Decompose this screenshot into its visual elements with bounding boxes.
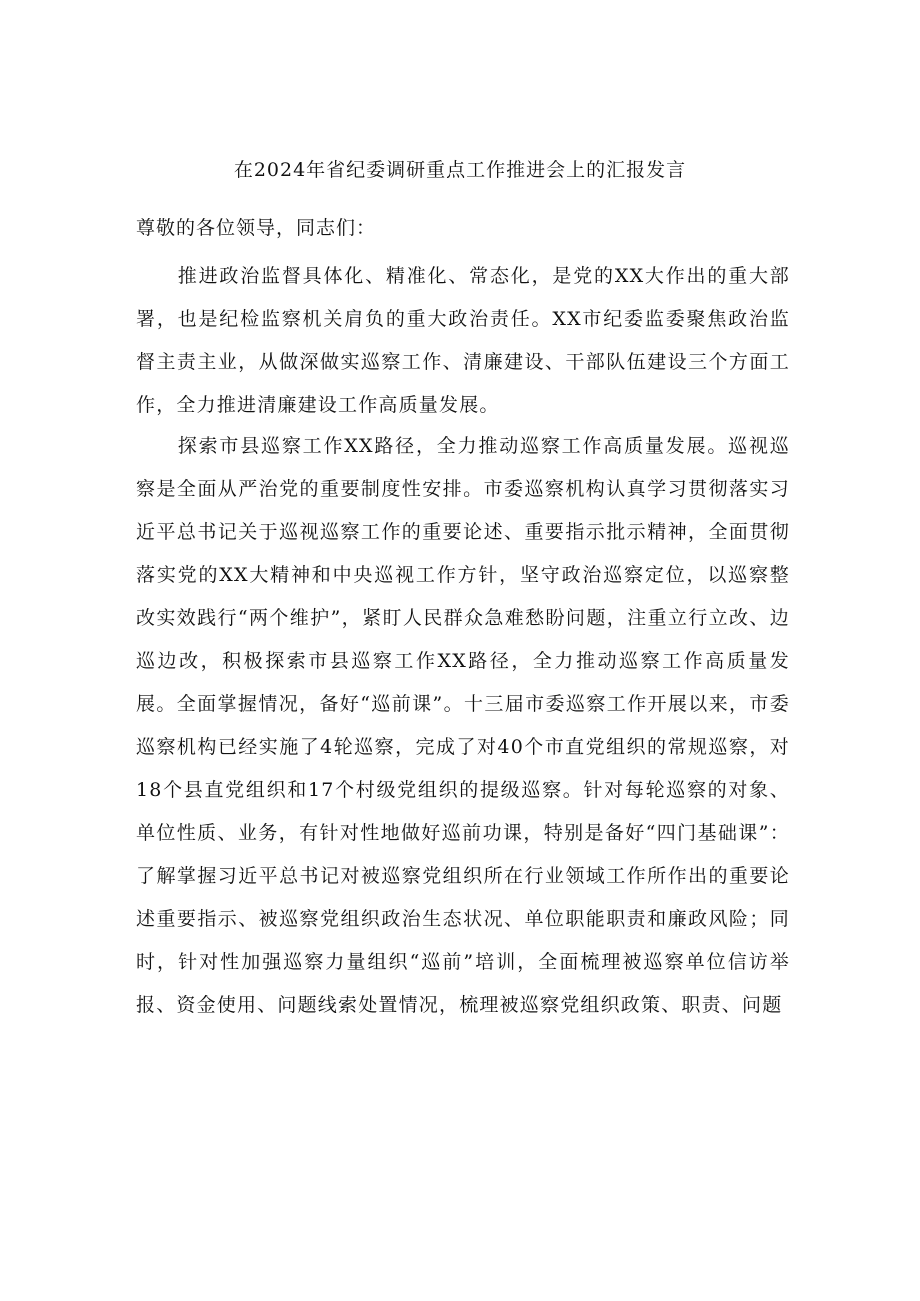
salutation: 尊敬的各位领导，同志们： [136, 217, 377, 239]
document-title: 在2024年省纪委调研重点工作推进会上的汇报发言 [233, 159, 687, 181]
paragraph-1: 推进政治监督具体化、精准化、常态化，是党的XX大作出的重大部署，也是纪检监察机关肩负的重大政治责任。XX市纪委监委聚焦政治监督主责主业，从做深做实巡察工作、清廉建设、干部队伍建设三个方面工作，全力推进清廉建设工作高质量发展。 [136, 265, 790, 416]
paragraph-2: 探索市县巡察工作XX路径，全力推动巡察工作高质量发展。巡视巡察是全面从严治党的重要制度性安排。市委巡察机构认真学习贯彻落实习近平总书记关于巡视巡察工作的重要论述、重要指示批示精神，全面贯彻落实党的XX大精神和中央巡视工作方针，坚守政治巡察定位，以巡察整改实效践行“两个维护”，紧盯人民群众急难愁盼问题，注重立行立改、边巡边改，积极探索市县巡察工作XX路径，全力推动巡察工作高质量发展。全面掌握情况，备好“巡前课”。十三届市委巡察工作开展以来，市委巡察机构已经实施了4轮巡察，完成了对40个市直党组织的常规巡察，对18个县直党组织和17个村级党组织的提级巡察。针对每轮巡察的对象、单位性质、业务，有针对性地做好巡前功课，特别是备好“四门基础课”：了解掌握习近平总书记对被巡察党组织所在行业领域工作所作出的重要论述重要指示、被巡察党组织政治生态状况、单位职能职责和廉政风险；同时，针对性加强巡察力量组织“巡前”培训，全面梳理被巡察单位信访举报、资金使用、问题线索处置情况，梳理被巡察党组织政策、职责、问题 [136, 435, 790, 1016]
